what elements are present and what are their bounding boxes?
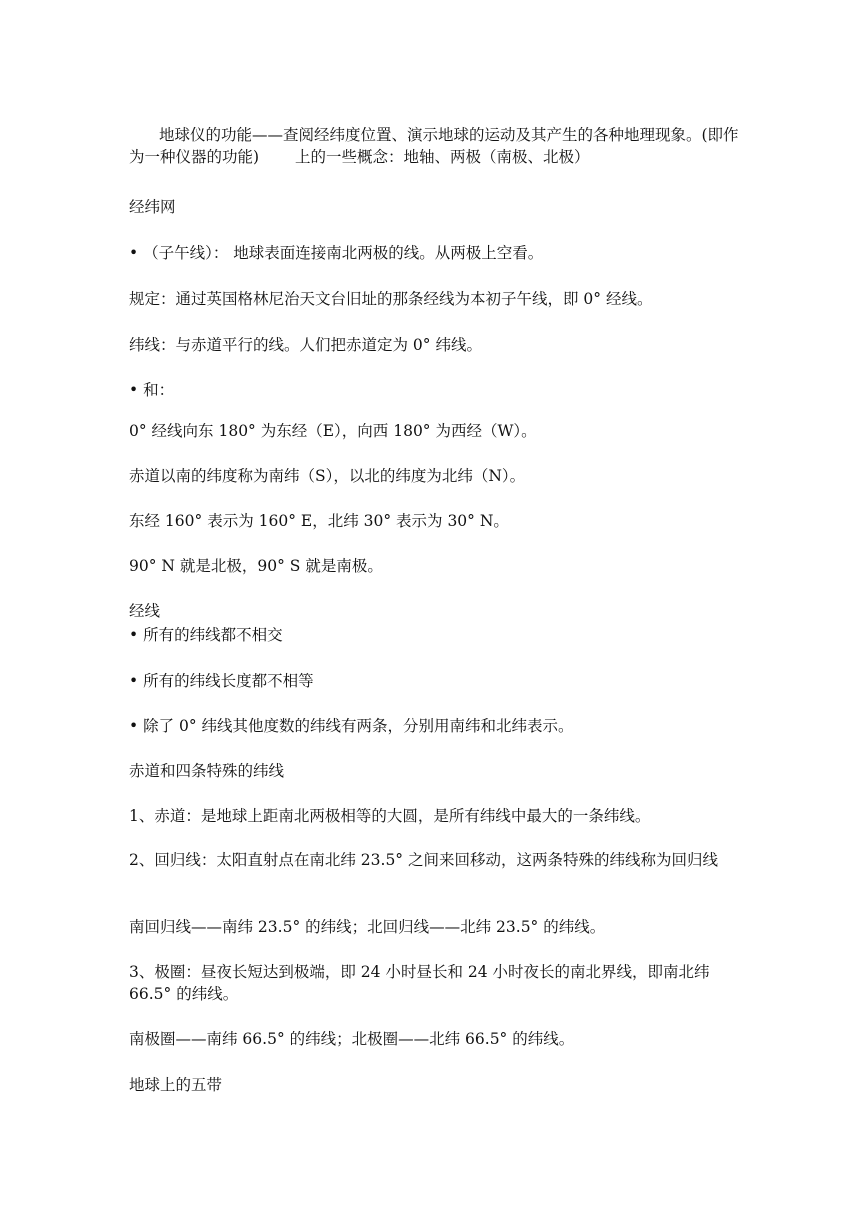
special-lines-heading: 赤道和四条特殊的纬线 (129, 762, 285, 780)
polar-circles-paragraph: 3、极圈：昼夜长短达到极端，即 24 小时昼长和 24 小时夜长的南北界线，即南北纬 66.5° 的纬线。 (129, 963, 710, 1003)
intro-paragraph: 地球仪的功能——查阅经纬度位置、演示地球的运动及其产生的各种地理现象。(即作为一种仪器的功能) 上的一些概念：地轴、两极（南极、北极） (129, 126, 739, 166)
prime-meridian-rule: 规定：通过英国格林尼治天文台旧址的那条经线为本初子午线，即 0° 经线。 (129, 290, 653, 308)
north-south-latitude: 赤道以南的纬度称为南纬（S），以北的纬度为北纬（N）。 (129, 467, 526, 485)
notation-example: 东经 160° 表示为 160° E，北纬 30° 表示为 30° N。 (129, 512, 509, 530)
meridian-definition: • （子午线）： 地球表面连接南北两极的线。从两极上空看。 (129, 244, 544, 262)
graticule-heading: 经纬网 (129, 198, 176, 216)
equator-paragraph: 1、赤道：是地球上距南北两极相等的大圆，是所有纬线中最大的一条纬线。 (129, 807, 651, 825)
five-zones-heading: 地球上的五带 (129, 1076, 223, 1094)
meridian-heading: 经线 (129, 602, 161, 620)
latitude-bullet-2: • 所有的纬线长度都不相等 (129, 672, 314, 690)
and-bullet: • 和： (129, 381, 175, 399)
parallel-definition: 纬线：与赤道平行的线。人们把赤道定为 0° 纬线。 (129, 336, 482, 354)
poles-example: 90° N 就是北极，90° S 就是南极。 (129, 557, 383, 575)
tropics-detail: 南回归线——南纬 23.5° 的纬线；北回归线——北纬 23.5° 的纬线。 (129, 918, 606, 936)
tropics-paragraph: 2、回归线：太阳直射点在南北纬 23.5° 之间来回移动，这两条特殊的纬线称为回归线 (129, 851, 718, 869)
east-west-longitude: 0° 经线向东 180° 为东经（E），向西 180° 为西经（W）。 (129, 422, 537, 440)
latitude-bullet-1: • 所有的纬线都不相交 (129, 626, 283, 644)
latitude-bullet-3: • 除了 0° 纬线其他度数的纬线有两条，分别用南纬和北纬表示。 (129, 717, 574, 735)
polar-circles-detail: 南极圈——南纬 66.5° 的纬线；北极圈——北纬 66.5° 的纬线。 (129, 1030, 575, 1048)
